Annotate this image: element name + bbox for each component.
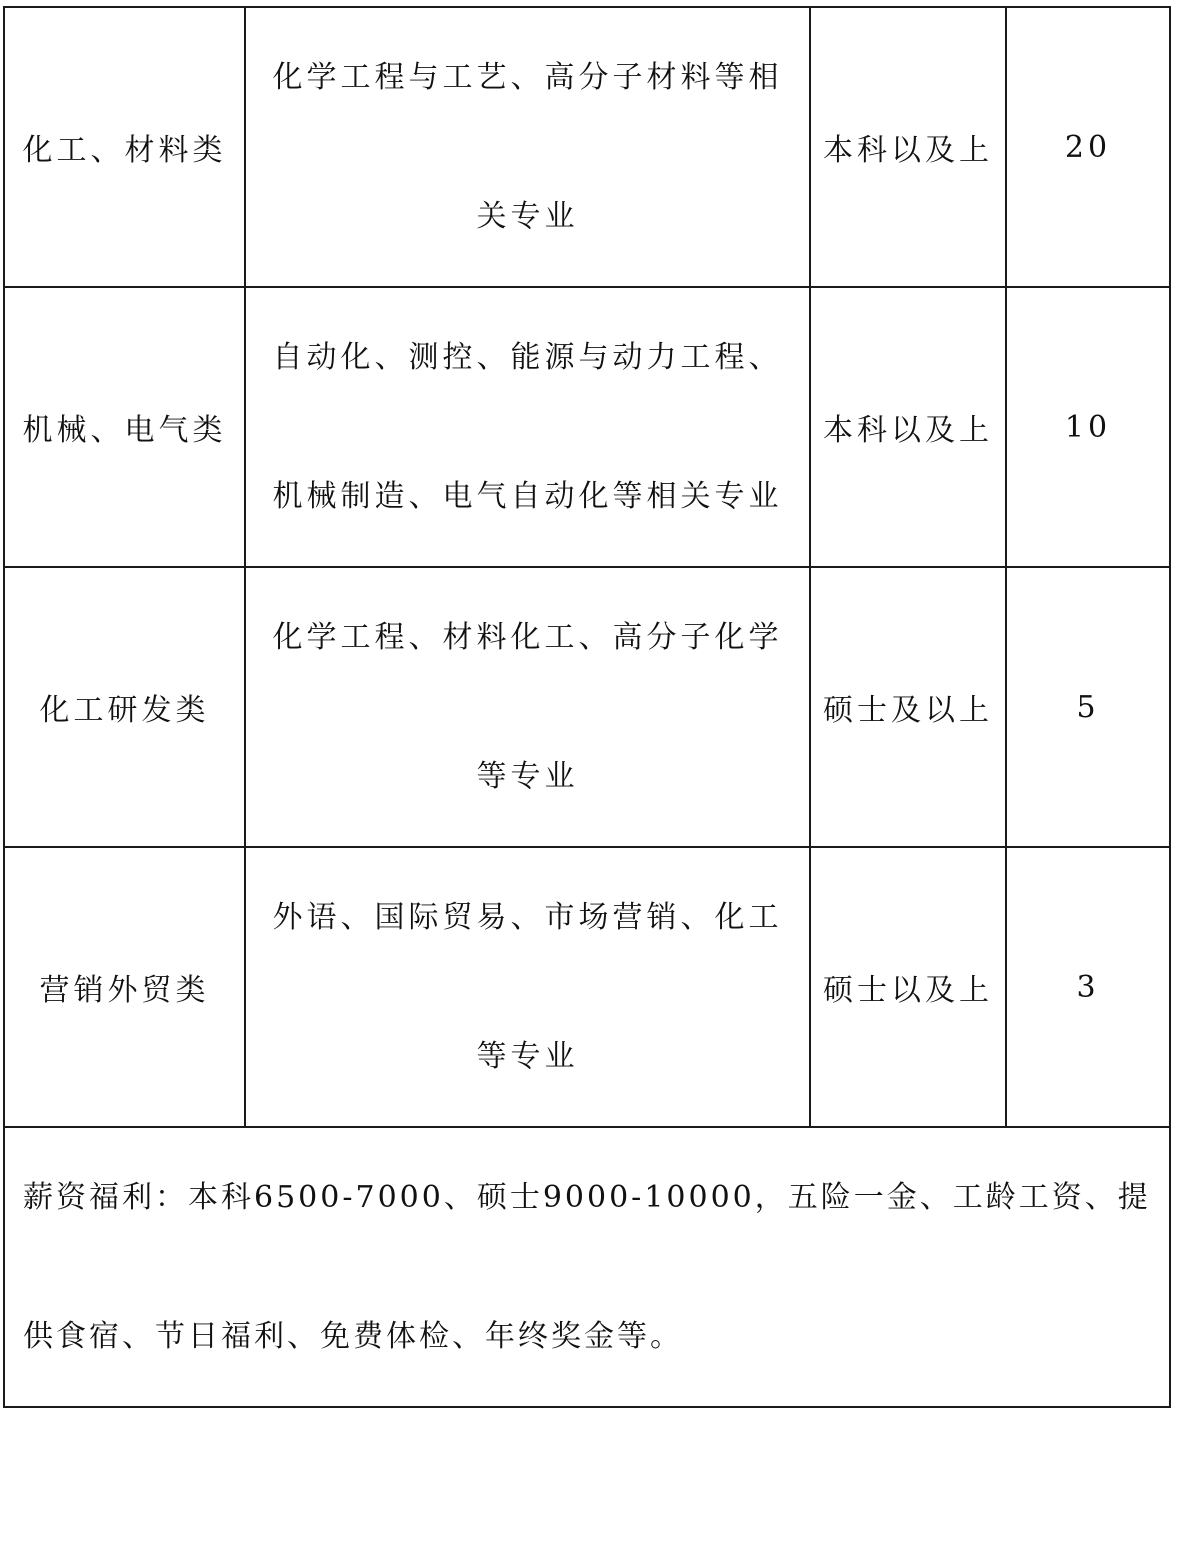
table-row [4,287,1170,567]
count-cell: 20 [1006,7,1170,287]
benefits-cell [4,1127,1170,1407]
count-cell: 5 [1006,567,1170,847]
education-cell: 本科以及上 [810,287,1006,567]
table-row [4,567,1170,847]
education-cell: 硕士以及上 [810,847,1006,1127]
category-cell: 机械、电气类 [4,287,245,567]
count-cell: 3 [1006,847,1170,1127]
major-text: 自动化、测控、能源与动力工程、机械制造、电气自动化等相关专业 [272,340,783,514]
category-cell: 化工、材料类 [4,7,245,287]
major-text: 外语、国际贸易、市场营销、化工等专业 [272,900,783,1074]
count-cell: 10 [1006,287,1170,567]
benefits-row [4,1127,1170,1407]
benefits-text: 薪资福利：本科6500-7000、硕士9000-10000，五险一金、工龄工资、提供食宿、节日福利、免费体检、年终奖金等。 [23,1180,1151,1354]
education-cell: 本科以及上 [810,7,1006,287]
education-cell: 硕士及以上 [810,567,1006,847]
major-text: 化学工程与工艺、高分子材料等相关专业 [272,60,783,234]
major-cell [245,7,810,287]
major-cell [245,847,810,1127]
recruitment-table [3,6,1171,1408]
major-text: 化学工程、材料化工、高分子化学等专业 [272,620,783,794]
major-cell [245,287,810,567]
table-row [4,7,1170,287]
major-cell [245,567,810,847]
category-cell: 营销外贸类 [4,847,245,1127]
category-cell: 化工研发类 [4,567,245,847]
table-row [4,847,1170,1127]
